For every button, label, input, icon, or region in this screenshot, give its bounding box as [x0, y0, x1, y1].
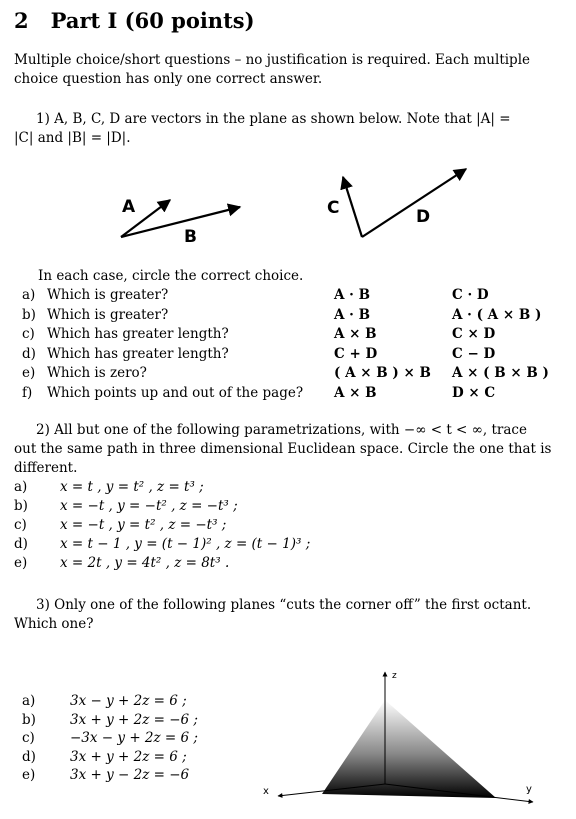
q2-option-label: b): [14, 498, 28, 514]
q1-choice-row: [22, 286, 562, 305]
q2-line-3: different.: [14, 460, 78, 476]
vector-b-label: B: [184, 227, 197, 247]
vector-figure: [0, 160, 576, 260]
q1-item-question: Which points up and out of the page?: [47, 384, 304, 401]
q2-option-label: a): [14, 479, 28, 495]
q1-item-label: c): [22, 326, 35, 342]
q1-item-question: Which is greater?: [47, 306, 169, 323]
q1-choice-row: [22, 306, 562, 325]
vector-a-label: A: [122, 197, 136, 217]
section-title: Part I (60 points): [50, 8, 255, 33]
q2-option-expression[interactable]: x = 2t , y = 4t² , z = 8t³ .: [60, 555, 230, 571]
q1-choice-right[interactable]: A · ( A × B ): [452, 306, 542, 323]
q3-option-label: d): [22, 748, 36, 765]
x-axis-label: x: [263, 786, 269, 797]
vector-c-arrow: [343, 177, 362, 237]
q1-choice-left[interactable]: ( A × B ) × B: [334, 365, 431, 381]
q2-option-expression[interactable]: x = t , y = t² , z = t³ ;: [60, 479, 204, 495]
q3-option-label: b): [22, 711, 36, 728]
q1-item-question: Which is zero?: [47, 365, 147, 381]
q1-item-label: b): [22, 306, 36, 323]
q1-item-question: Which has greater length?: [47, 326, 229, 342]
q1-choice-left[interactable]: C + D: [334, 345, 378, 362]
q2-option-expression[interactable]: x = −t , y = −t² , z = −t³ ;: [60, 498, 238, 514]
vector-d-label: D: [416, 207, 431, 227]
q3-line-1: 3) Only one of the following planes “cuts the corner off” the first octant.: [36, 597, 532, 613]
cut-plane-triangle: [322, 700, 496, 798]
q1-choice-right[interactable]: C · D: [452, 287, 489, 303]
intro-line-1: Multiple choice/short questions – no justification is required. Each multiple: [14, 52, 531, 68]
q3-option-expression[interactable]: 3x + y + 2z = −6 ;: [70, 711, 198, 728]
q2-option-label: d): [14, 536, 28, 552]
q1-item-question: Which has greater length?: [47, 345, 229, 362]
section-heading: [14, 8, 255, 33]
q3-option-expression[interactable]: 3x + y + 2z = 6 ;: [70, 748, 187, 765]
q2-option-label: c): [14, 517, 27, 533]
q1-choice-left[interactable]: A × B: [334, 384, 377, 401]
vector-c-label: C: [327, 198, 340, 218]
q1-choice-right[interactable]: D × C: [452, 384, 496, 401]
y-axis-label: y: [526, 784, 532, 795]
q1-instruction: In each case, circle the correct choice.: [38, 268, 304, 284]
q1-line-2: |C| and |B| = |D|.: [14, 130, 131, 146]
q1-item-label: f): [22, 384, 33, 401]
q3-option-label: a): [22, 693, 36, 709]
q1-choice-row: [22, 325, 562, 344]
q1-choice-left[interactable]: A · B: [334, 306, 370, 323]
vector-d-arrow: [362, 169, 466, 237]
q1-choice-left[interactable]: A × B: [334, 326, 377, 342]
q2-option-expression[interactable]: x = −t , y = t² , z = −t³ ;: [60, 517, 227, 533]
q1-line-1: 1) A, B, C, D are vectors in the plane as shown below. Note that |A| =: [36, 111, 511, 127]
q3-option-expression[interactable]: 3x + y − 2z = −6: [70, 767, 190, 783]
q2-line-1: 2) All but one of the following parametrizations, with −∞ < t < ∞, trace: [36, 422, 527, 438]
q1-choice-right[interactable]: C × D: [452, 326, 496, 342]
vector-b-arrow: [121, 207, 240, 237]
section-number: 2: [14, 8, 29, 33]
q1-item-label: a): [22, 287, 36, 303]
intro-line-2: choice question has only one correct answer.: [14, 71, 323, 87]
q3-option-expression[interactable]: 3x − y + 2z = 6 ;: [70, 693, 187, 709]
z-axis-label: z: [392, 671, 397, 681]
q2-option-label: e): [14, 555, 28, 571]
q1-item-label: d): [22, 345, 36, 362]
q3-option-expression[interactable]: −3x − y + 2z = 6 ;: [70, 730, 198, 746]
q3-option-label: e): [22, 767, 36, 783]
q1-item-question: Which is greater?: [47, 287, 169, 303]
q1-choice-row: [22, 345, 562, 364]
q1-item-label: e): [22, 365, 36, 381]
q1-choice-row: [22, 384, 562, 403]
q1-choice-right[interactable]: C − D: [452, 345, 496, 362]
q1-choice-right[interactable]: A × ( B × B ): [452, 365, 549, 381]
octant-figure: [250, 664, 550, 814]
q3-line-2: Which one?: [14, 616, 94, 632]
q1-choice-left[interactable]: A · B: [334, 287, 370, 303]
q1-choice-row: [22, 364, 562, 383]
q2-line-2: out the same path in three dimensional Euclidean space. Circle the one that is: [14, 441, 552, 457]
q2-option-expression[interactable]: x = t − 1 , y = (t − 1)² , z = (t − 1)³ ;: [60, 536, 311, 552]
q3-option-label: c): [22, 730, 35, 746]
